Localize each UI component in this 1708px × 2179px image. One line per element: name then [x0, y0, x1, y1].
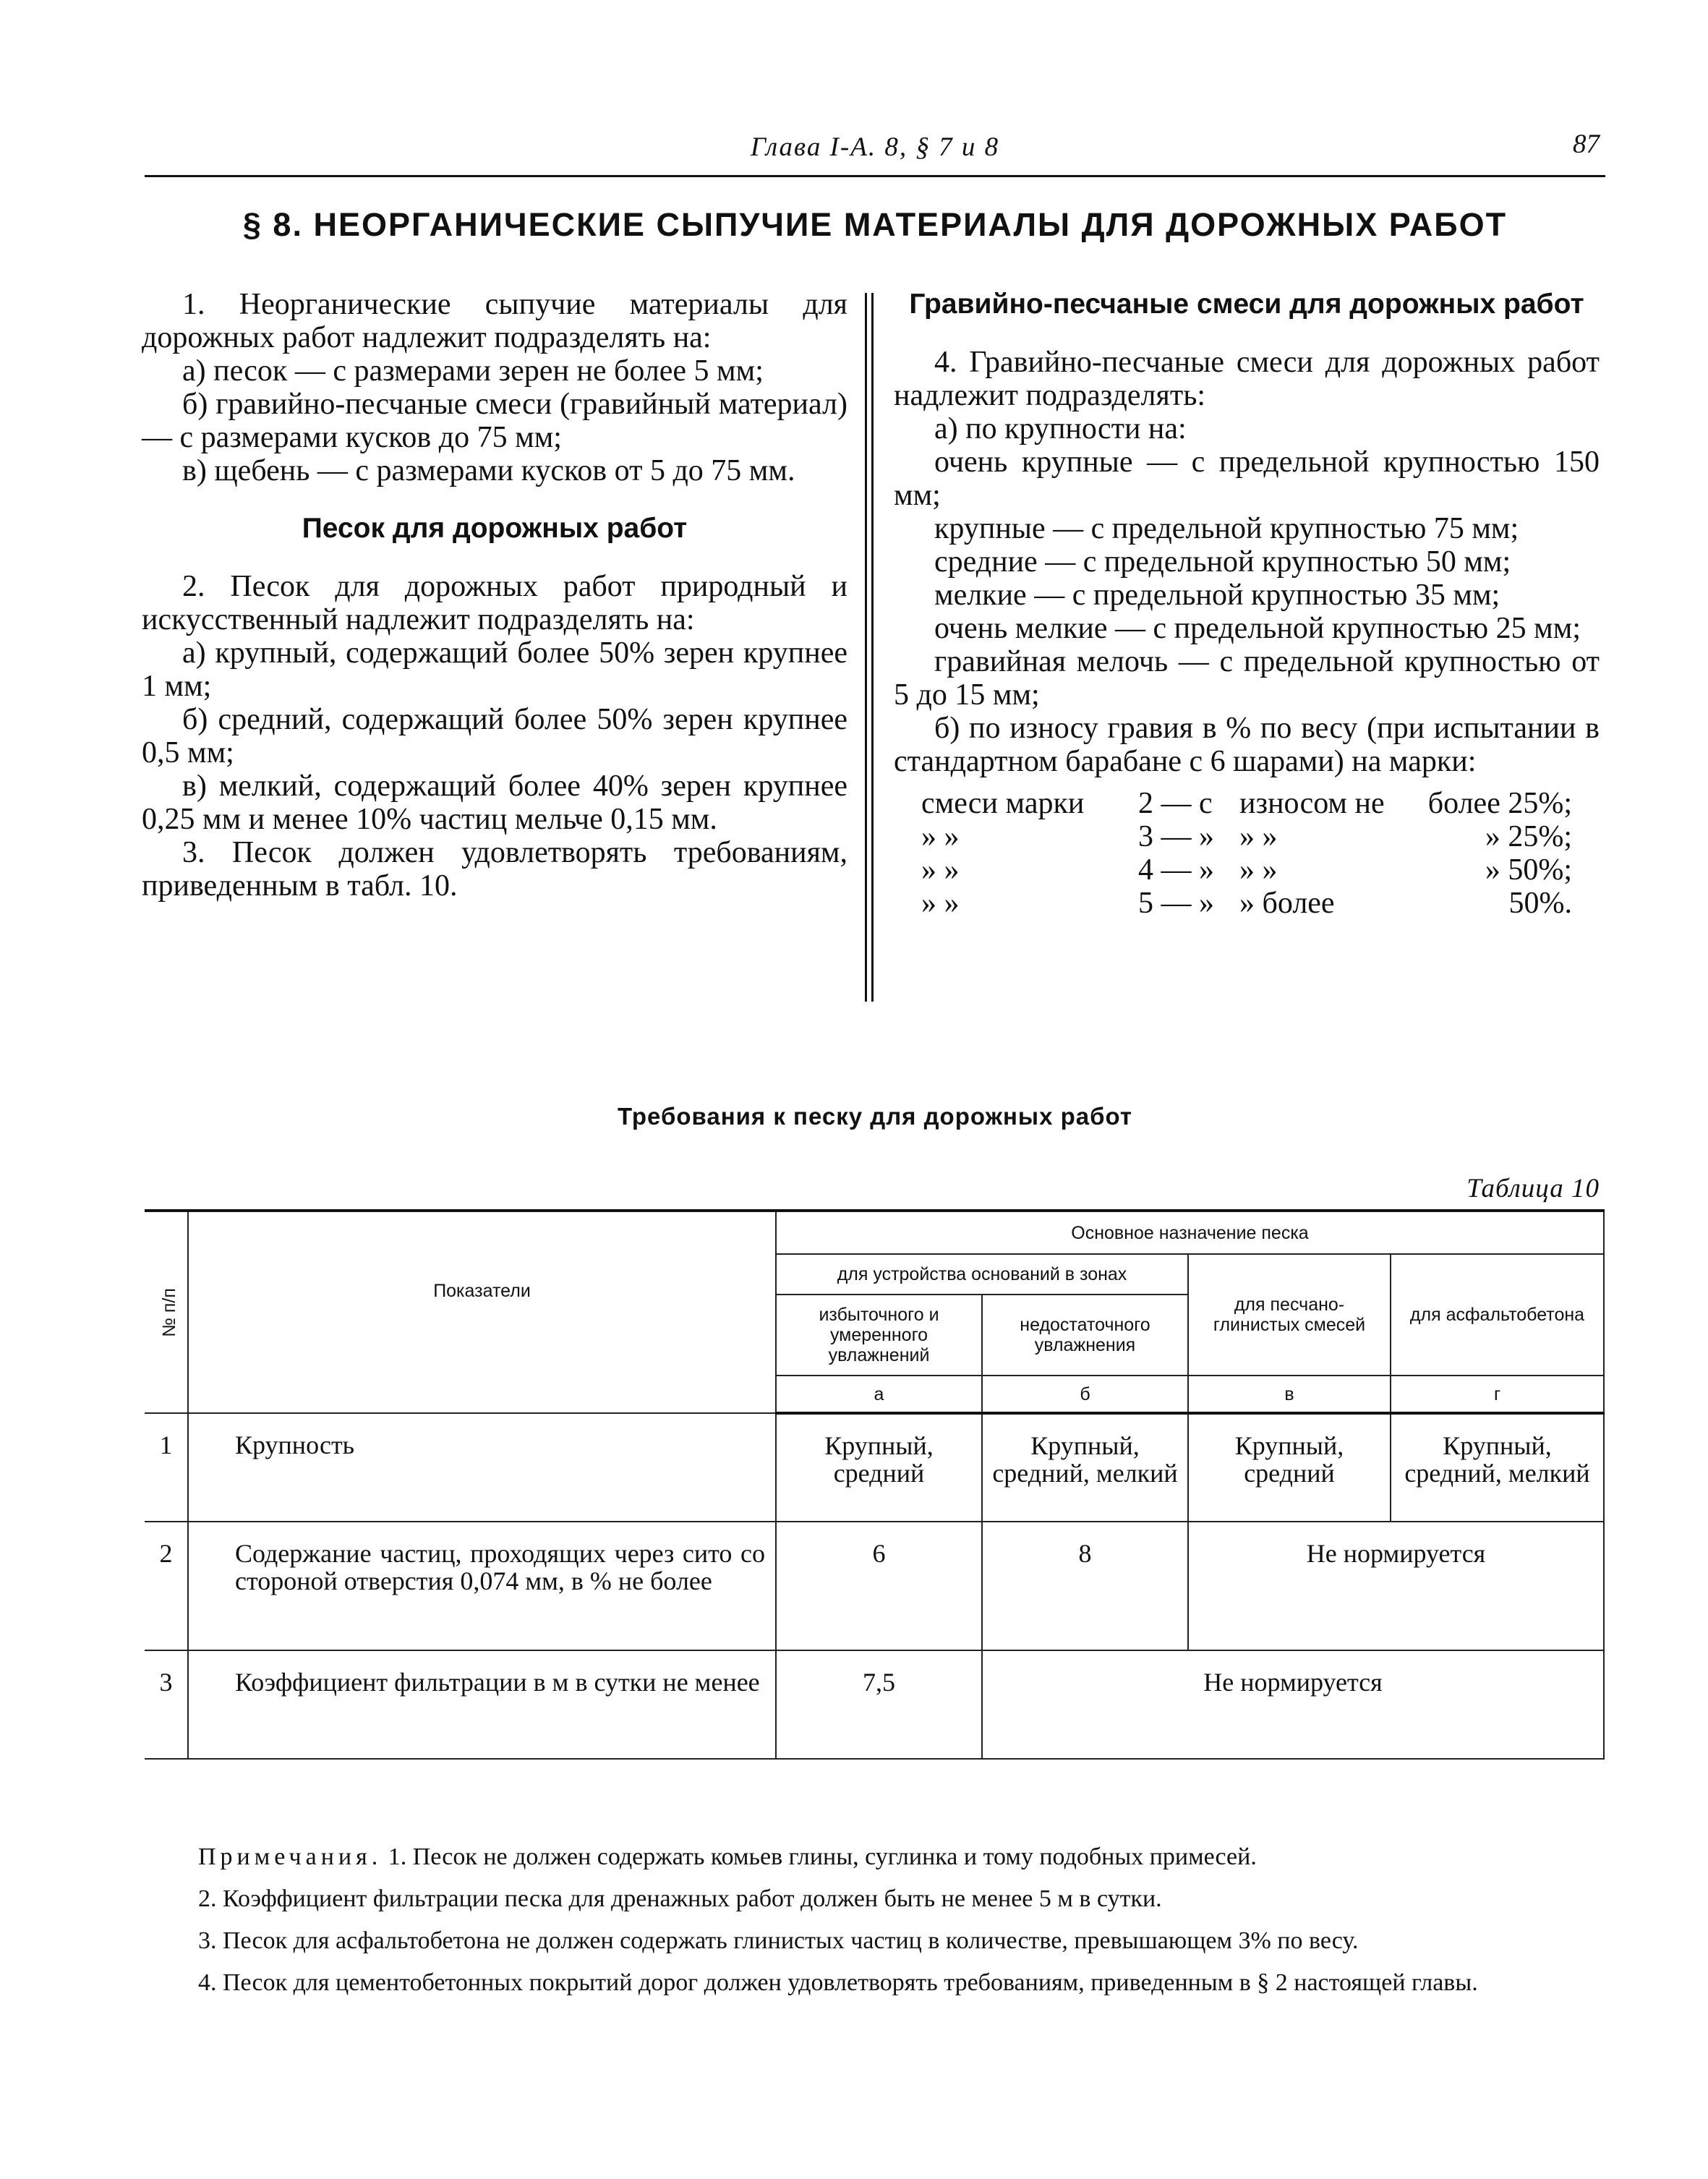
paragraph-3: 3. Песок должен удовлетворять требованиям, приведенным в табл. 10.: [142, 836, 847, 903]
table-title: Требования к песку для дорожных работ: [617, 1103, 1133, 1130]
size-fine: мелкие — с предельной крупностью 35 мм;: [934, 579, 1500, 612]
cell-value: Не нормируется: [1188, 1522, 1604, 1650]
mark-cell: » »: [921, 853, 960, 887]
mark-cell: » 50%;: [1485, 853, 1572, 887]
table-row: [145, 1413, 1604, 1522]
header-bases: для устройства оснований в зонах: [776, 1254, 1188, 1295]
sand-requirements-table: [145, 1209, 1604, 1760]
table-row: [145, 1650, 1604, 1759]
header-row-number: № п/п: [145, 1211, 188, 1413]
cell-value: 7,5: [776, 1650, 982, 1759]
row-number: 2: [145, 1522, 188, 1650]
size-very-fine: очень мелкие — с предельной крупностью 25 мм;: [934, 612, 1581, 645]
item-medium-sand: б) средний, содержащий более 50% зерен крупнее 0,5 мм;: [142, 703, 847, 769]
notes-label: Примечания.: [198, 1843, 383, 1870]
row-indicator: Содержание частиц, проходящих через сито со стороной отверстия 0,074 мм, в % не более: [188, 1522, 776, 1650]
mark-cell: износом не: [1239, 787, 1385, 820]
column-divider: [865, 293, 874, 1002]
table-caption: Таблица 10: [1466, 1174, 1600, 1203]
row-number: 1: [145, 1413, 188, 1522]
item-crushed-stone: в) щебень — с размерами кусков от 5 до 75 мм.: [182, 454, 795, 487]
item-fine-sand: в) мелкий, содержащий более 40% зерен крупнее 0,25 мм и менее 10% частиц мельче 0,15 мм.: [142, 769, 847, 836]
wear-mark-row: [921, 853, 1572, 887]
header-letter: г: [1391, 1376, 1604, 1413]
note-3: 3. Песок для асфальтобетона не должен содержать глинистых частиц в количестве, превышающем 3% по весу.: [198, 1927, 1359, 1954]
subheading-sand: Песок для дорожных работ: [302, 513, 688, 544]
row-number: 3: [145, 1650, 188, 1759]
mark-cell: » »: [921, 887, 960, 920]
cell-value: Крупный, средний: [1188, 1413, 1391, 1522]
header-purpose: Основное назначение песка: [776, 1211, 1604, 1254]
size-medium: средние — с предельной крупностью 50 мм;: [934, 545, 1511, 579]
cell-value: Не нормируется: [982, 1650, 1604, 1759]
running-header: [145, 129, 1605, 177]
subheading-gravel-sand: Гравийно-песчаные смеси для дорожных работ: [909, 289, 1584, 320]
row-indicator: Коэффициент фильтрации в м в сутки не менее: [188, 1650, 776, 1759]
item-gravel-sand: б) гравийно-песчаные смеси (гравийный материал) — с размерами кусков до 75 мм;: [142, 388, 847, 454]
right-column: [894, 288, 1600, 920]
mark-cell: 3 — »: [1138, 820, 1214, 853]
mark-cell: более 25%;: [1427, 787, 1572, 820]
header-asphalt: для асфальтобетона: [1391, 1254, 1604, 1376]
wear-mark-row: [921, 820, 1572, 853]
section-title: § 8. НЕОРГАНИЧЕСКИЕ СЫПУЧИЕ МАТЕРИАЛЫ ДЛЯ ДОРОЖНЫХ РАБОТ: [242, 206, 1508, 243]
chapter-reference: Глава I-А. 8, § 7 и 8: [750, 132, 1000, 162]
header-excess-moisture: избыточного и умеренного увлажнений: [776, 1295, 982, 1376]
left-column: [142, 288, 847, 903]
paragraph-2: 2. Песок для дорожных работ природный и искусственный надлежит подразделять на:: [142, 570, 847, 636]
table-row: [145, 1522, 1604, 1650]
size-gravel-chips: гравийная мелочь — с предельной крупностью от 5 до 15 мм;: [894, 645, 1600, 712]
mark-cell: 5 — »: [1138, 887, 1214, 920]
wear-mark-row: [921, 887, 1572, 920]
paragraph-4: 4. Гравийно-песчаные смеси для дорожных работ надлежит подразделять:: [894, 346, 1600, 412]
mark-cell: 4 — »: [1138, 853, 1214, 887]
wear-marks-list: [921, 787, 1572, 920]
header-letter: а: [776, 1376, 982, 1413]
mark-cell: смеси марки: [921, 787, 1085, 820]
cell-value: Крупный, средний, мелкий: [1391, 1413, 1604, 1522]
note-text: 1. Песок не должен содержать комьев глины, суглинка и тому подобных примесей.: [388, 1843, 1257, 1870]
row-indicator: Крупность: [188, 1413, 776, 1522]
cell-value: Крупный, средний: [776, 1413, 982, 1522]
header-letter: б: [982, 1376, 1188, 1413]
note-1: [145, 1843, 1604, 1872]
header-letter: в: [1188, 1376, 1391, 1413]
header-deficient-moisture: недостаточного увлажнения: [982, 1295, 1188, 1376]
header-indicator: Показатели: [188, 1211, 776, 1413]
mark-cell: » »: [1239, 820, 1278, 853]
wear-mark-row: [921, 787, 1572, 820]
notes-block: [145, 1843, 1604, 2010]
size-very-coarse: очень крупные — с предельной крупностью 150 мм;: [894, 445, 1600, 512]
item-sand: а) песок — с размерами зерен не более 5 мм;: [182, 354, 764, 388]
size-coarse: крупные — с предельной крупностью 75 мм;: [934, 512, 1519, 545]
mark-cell: » 25%;: [1485, 820, 1572, 853]
item-by-size: а) по крупности на:: [934, 412, 1187, 445]
cell-value: 8: [982, 1522, 1188, 1650]
cell-value: Крупный, средний, мелкий: [982, 1413, 1188, 1522]
mark-cell: 50%.: [1508, 887, 1572, 920]
mark-cell: 2 — с: [1138, 787, 1213, 820]
cell-value: 6: [776, 1522, 982, 1650]
mark-cell: » »: [921, 820, 960, 853]
page-number: 87: [1573, 129, 1600, 159]
item-coarse-sand: а) крупный, содержащий более 50% зерен крупнее 1 мм;: [142, 636, 847, 703]
header-sand-clay: для песчано-глинистых смесей: [1188, 1254, 1391, 1376]
note-4: 4. Песок для цементобетонных покрытий дорог должен удовлетворять требованиям, приведенным в § 2 настоящей главы.: [198, 1969, 1478, 1996]
mark-cell: » »: [1239, 853, 1278, 887]
mark-cell: » более: [1239, 887, 1335, 920]
note-2: 2. Коэффициент фильтрации песка для дренажных работ должен быть не менее 5 м в сутки.: [198, 1885, 1162, 1912]
paragraph-1: 1. Неорганические сыпучие материалы для дорожных работ надлежит подразделять на:: [142, 288, 847, 354]
item-by-wear: б) по износу гравия в % по весу (при испытании в стандартном барабане с 6 шарами) на марки:: [894, 712, 1600, 778]
